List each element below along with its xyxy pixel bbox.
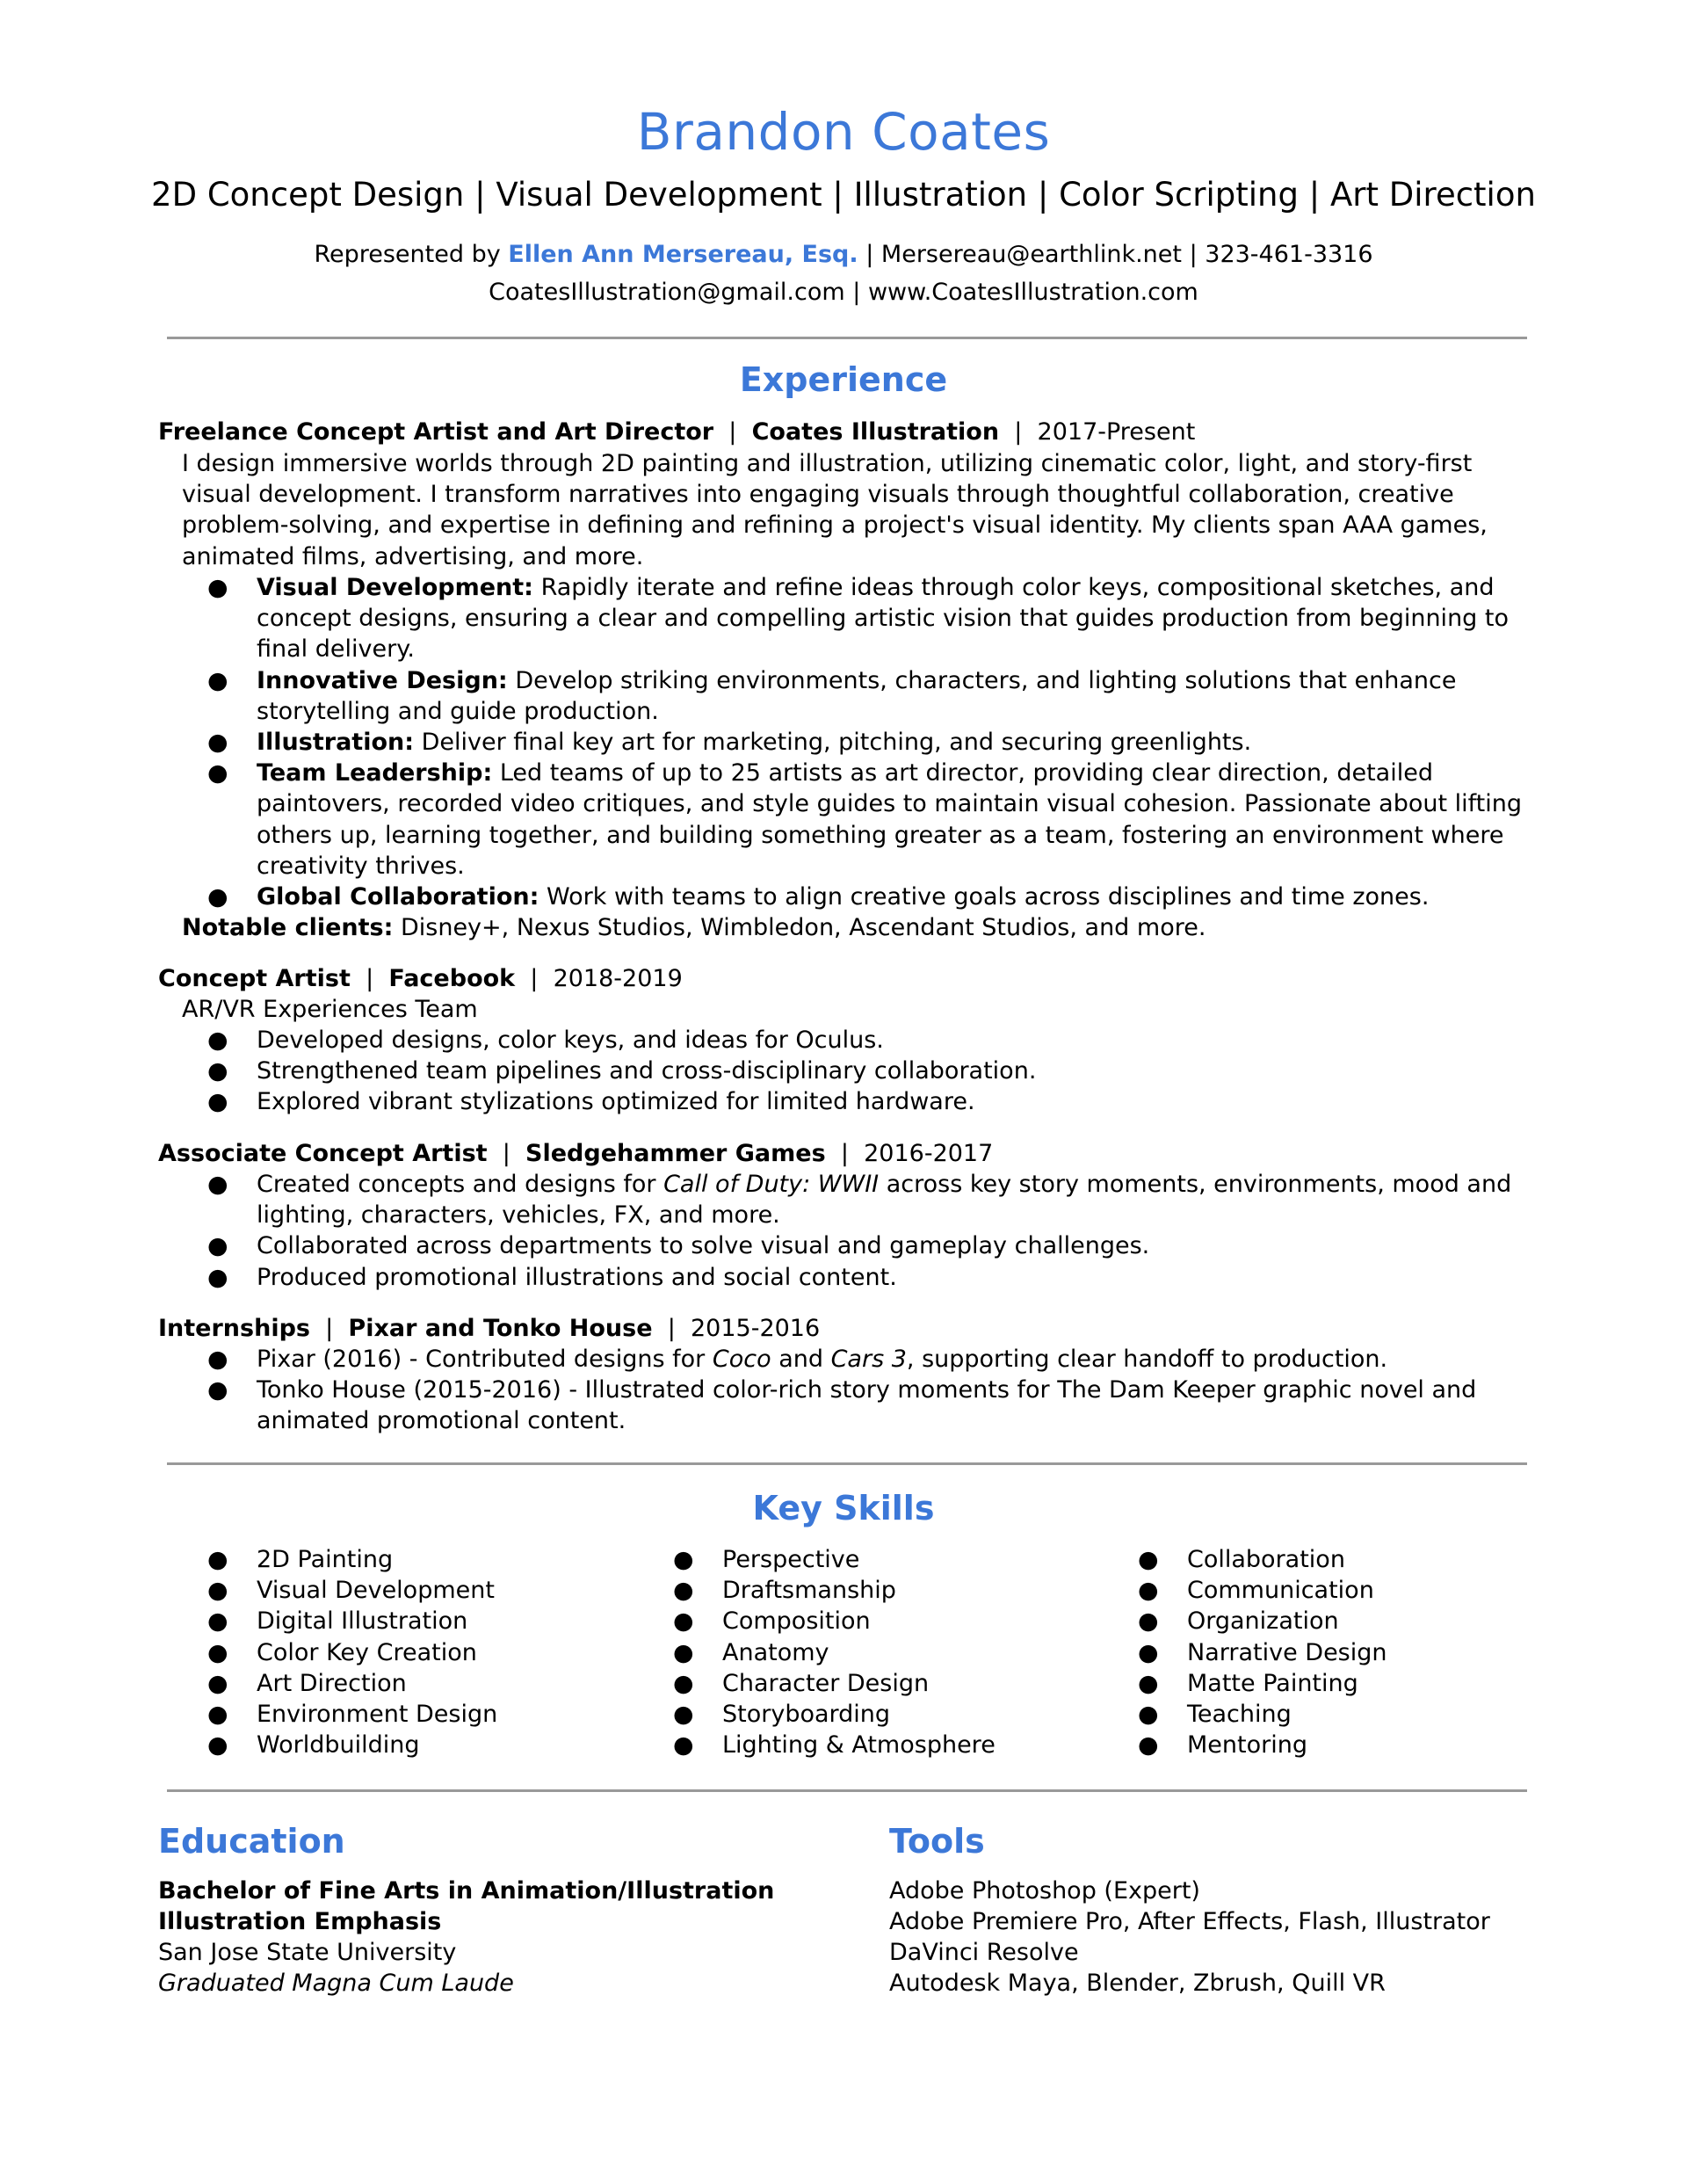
bullet-text: Produced promotional illustrations and social content. bbox=[257, 1263, 897, 1291]
bullet-icon: ● bbox=[207, 1376, 228, 1404]
skill: Narrative Design bbox=[1187, 1638, 1387, 1666]
bullet-icon: ● bbox=[1138, 1546, 1159, 1573]
bullet-icon: ● bbox=[673, 1546, 694, 1573]
list-item bbox=[0, 1025, 1531, 1056]
job-title-line bbox=[158, 1313, 820, 1344]
list-item bbox=[0, 1375, 1531, 1436]
list-item bbox=[673, 1606, 996, 1636]
bullet-icon: ● bbox=[673, 1638, 694, 1666]
job-bullets bbox=[0, 1169, 1531, 1293]
list-item bbox=[207, 1668, 497, 1699]
bullet-text: and bbox=[771, 1346, 831, 1373]
bullet-icon: ● bbox=[207, 729, 228, 757]
bullet-text: Pixar (2016) - Contributed designs for bbox=[257, 1346, 713, 1373]
separator: | bbox=[852, 279, 861, 306]
bullet-label: Innovative Design: bbox=[257, 666, 508, 694]
bullet-label: Team Leadership: bbox=[257, 759, 493, 787]
tool-item: Adobe Premiere Pro, After Effects, Flash, Illustrator bbox=[889, 1908, 1490, 1935]
skills-column-3 bbox=[1138, 1544, 1387, 1760]
list-item bbox=[1138, 1699, 1387, 1730]
list-item bbox=[673, 1575, 996, 1606]
list-item bbox=[1138, 1668, 1387, 1699]
skill: Mentoring bbox=[1187, 1731, 1307, 1760]
skill: Matte Painting bbox=[1187, 1669, 1358, 1697]
list-item bbox=[0, 572, 1531, 665]
bullet-label: Illustration: bbox=[257, 729, 415, 757]
bullet-icon: ● bbox=[207, 1346, 228, 1373]
bullet-icon: ● bbox=[1138, 1701, 1159, 1729]
job-dates: 2016-2017 bbox=[864, 1140, 994, 1167]
list-item bbox=[1138, 1606, 1387, 1636]
job-title-line bbox=[158, 1138, 993, 1169]
list-item bbox=[0, 758, 1531, 882]
bullet-label: Visual Development: bbox=[257, 574, 533, 601]
skill: Digital Illustration bbox=[257, 1607, 468, 1636]
separator: | bbox=[502, 1140, 510, 1167]
bullet-icon: ● bbox=[207, 666, 228, 694]
bullet-text: Develop striking environments, characters, and lighting solutions that enhance storytelling and guide production. bbox=[257, 666, 1457, 725]
notable-clients-text: Disney+, Nexus Studios, Wimbledon, Ascendant Studios, and more. bbox=[393, 914, 1206, 941]
list-item bbox=[0, 1056, 1531, 1086]
bullet-text: Created concepts and designs for bbox=[257, 1171, 664, 1198]
skill: Worldbuilding bbox=[257, 1731, 420, 1760]
job-company: Coates Illustration bbox=[751, 418, 1000, 446]
bullet-icon: ● bbox=[207, 1027, 228, 1054]
game-title: Call of Duty: WWII bbox=[663, 1171, 880, 1198]
bullet-icon: ● bbox=[673, 1669, 694, 1697]
candidate-name: Brandon Coates bbox=[636, 102, 1051, 162]
list-item bbox=[207, 1730, 497, 1760]
job-bullets bbox=[0, 1344, 1531, 1437]
job-role: Associate Concept Artist bbox=[158, 1140, 488, 1167]
job-company: Sledgehammer Games bbox=[525, 1140, 826, 1167]
list-item bbox=[1138, 1575, 1387, 1606]
list-item bbox=[0, 882, 1531, 912]
education-heading: Education bbox=[158, 1822, 345, 1861]
bullet-icon: ● bbox=[207, 1057, 228, 1085]
divider bbox=[167, 337, 1527, 339]
skill: Teaching bbox=[1187, 1701, 1292, 1729]
bullet-icon: ● bbox=[673, 1607, 694, 1636]
bullet-text: Deliver final key art for marketing, pitching, and securing greenlights. bbox=[414, 729, 1252, 757]
representation-line bbox=[0, 237, 1687, 272]
bullet-icon: ● bbox=[207, 883, 228, 911]
job-team: AR/VR Experiences Team bbox=[182, 996, 478, 1023]
skill: Environment Design bbox=[257, 1701, 498, 1729]
separator: | bbox=[530, 965, 539, 992]
emphasis: Illustration Emphasis bbox=[158, 1908, 442, 1935]
list-item bbox=[0, 1169, 1531, 1230]
skills-column-1 bbox=[207, 1544, 497, 1760]
tools-heading: Tools bbox=[889, 1822, 985, 1861]
job-summary: I design immersive worlds through 2D painting and illustration, utilizing cinematic color, light, and story-first visual development. I transform narratives into engaging visuals through thoughtful collaboration, creative problem-solving, and expertise in defining and refining a project's visual identity. My clients span AAA games, animated films, advertising, and more. bbox=[182, 450, 1488, 570]
bullet-icon: ● bbox=[1138, 1607, 1159, 1636]
skill: 2D Painting bbox=[257, 1546, 394, 1573]
list-item bbox=[207, 1699, 497, 1730]
bullet-icon: ● bbox=[207, 759, 228, 787]
bullet-icon: ● bbox=[673, 1731, 694, 1760]
tool-item: DaVinci Resolve bbox=[889, 1939, 1079, 1966]
skill: Storyboarding bbox=[722, 1701, 891, 1729]
list-item bbox=[673, 1668, 996, 1699]
specialties-subtitle: 2D Concept Design | Visual Development | Illustration | Color Scripting | Art Direction bbox=[151, 176, 1536, 214]
bullet-icon: ● bbox=[673, 1701, 694, 1729]
bullet-text: , supporting clear handoff to production. bbox=[906, 1346, 1388, 1373]
bullet-icon: ● bbox=[207, 1701, 228, 1729]
bullet-icon: ● bbox=[1138, 1638, 1159, 1666]
job-dates: 2017-Present bbox=[1037, 418, 1196, 446]
list-item bbox=[673, 1730, 996, 1760]
bullet-icon: ● bbox=[1138, 1577, 1159, 1605]
bullet-icon: ● bbox=[207, 1669, 228, 1697]
job-bullets bbox=[0, 1025, 1531, 1118]
job-dates: 2015-2016 bbox=[690, 1315, 821, 1342]
skill: Character Design bbox=[722, 1669, 930, 1697]
bullet-icon: ● bbox=[207, 1171, 228, 1198]
list-item bbox=[207, 1637, 497, 1668]
list-item bbox=[1138, 1544, 1387, 1575]
email-link[interactable]: CoatesIllustration@gmail.com bbox=[489, 279, 845, 306]
skill: Draftsmanship bbox=[722, 1577, 896, 1605]
skill: Perspective bbox=[722, 1546, 860, 1573]
list-item bbox=[0, 1086, 1531, 1117]
job-bullets bbox=[0, 572, 1531, 912]
skill: Art Direction bbox=[257, 1669, 407, 1697]
list-item bbox=[673, 1544, 996, 1575]
skill: Lighting & Atmosphere bbox=[722, 1731, 996, 1760]
bullet-icon: ● bbox=[207, 1232, 228, 1260]
job-role: Concept Artist bbox=[158, 965, 351, 992]
bullet-icon: ● bbox=[207, 1638, 228, 1666]
honors: Graduated Magna Cum Laude bbox=[158, 1970, 514, 1997]
bullet-label: Global Collaboration: bbox=[257, 883, 539, 911]
bullet-icon: ● bbox=[673, 1577, 694, 1605]
list-item bbox=[207, 1575, 497, 1606]
separator: | bbox=[1014, 418, 1023, 446]
contact-line bbox=[0, 275, 1687, 310]
tool-item: Adobe Photoshop (Expert) bbox=[889, 1877, 1200, 1905]
bullet-text: Led teams of up to 25 artists as art director, providing clear direction, detailed paintovers, recorded video critiques, and style guides to maintain visual cohesion. Passionate about lifting others up, learning together, and building something greater as a team, fostering an environment where creativity thrives. bbox=[257, 759, 1523, 880]
separator: | bbox=[1189, 241, 1198, 268]
job-title-line bbox=[158, 963, 683, 994]
list-item bbox=[0, 1344, 1531, 1375]
divider bbox=[167, 1789, 1527, 1792]
bullet-icon: ● bbox=[207, 1546, 228, 1573]
degree: Bachelor of Fine Arts in Animation/Illustration bbox=[158, 1877, 775, 1905]
separator: | bbox=[366, 965, 374, 992]
representative-email[interactable]: Mersereau@earthlink.net bbox=[880, 241, 1182, 268]
separator: | bbox=[728, 418, 737, 446]
skills-heading: Key Skills bbox=[752, 1489, 935, 1527]
bullet-text: Collaborated across departments to solve visual and gameplay challenges. bbox=[257, 1232, 1150, 1260]
list-item bbox=[1138, 1637, 1387, 1668]
tool-item: Autodesk Maya, Blender, Zbrush, Quill VR bbox=[889, 1970, 1386, 1997]
film-title: Coco bbox=[712, 1346, 771, 1373]
list-item bbox=[0, 727, 1531, 758]
bullet-icon: ● bbox=[1138, 1731, 1159, 1760]
job-role: Freelance Concept Artist and Art Director bbox=[158, 418, 714, 446]
school: San Jose State University bbox=[158, 1939, 457, 1966]
bullet-icon: ● bbox=[207, 1263, 228, 1291]
film-title: Cars 3 bbox=[830, 1346, 907, 1373]
skill: Visual Development bbox=[257, 1577, 495, 1605]
list-item bbox=[0, 665, 1531, 727]
notable-clients-label: Notable clients: bbox=[182, 914, 394, 941]
separator: | bbox=[325, 1315, 334, 1342]
skills-column-2 bbox=[673, 1544, 996, 1760]
skill: Color Key Creation bbox=[257, 1638, 477, 1666]
list-item bbox=[207, 1544, 497, 1575]
list-item bbox=[207, 1606, 497, 1636]
bullet-text: Explored vibrant stylizations optimized for limited hardware. bbox=[257, 1088, 975, 1116]
represented-by-label: Represented by bbox=[314, 241, 509, 268]
notable-clients bbox=[182, 912, 1535, 943]
bullet-icon: ● bbox=[207, 1731, 228, 1760]
job-company: Pixar and Tonko House bbox=[348, 1315, 653, 1342]
representative-name[interactable]: Ellen Ann Mersereau, Esq. bbox=[508, 241, 858, 268]
bullet-text: Tonko House (2015-2016) - Illustrated color-rich story moments for The Dam Keeper graphic novel and animated promotional content. bbox=[257, 1376, 1477, 1435]
list-item bbox=[673, 1699, 996, 1730]
skill: Composition bbox=[722, 1607, 871, 1636]
bullet-text: Rapidly iterate and refine ideas through color keys, compositional sketches, and concept designs, ensuring a clear and compelling artistic vision that guides production from beginning to final delivery. bbox=[257, 574, 1510, 664]
bullet-icon: ● bbox=[207, 1577, 228, 1605]
job-title-line bbox=[158, 417, 1195, 447]
bullet-icon: ● bbox=[207, 574, 228, 601]
bullet-text: across key story moments, environments, mood and lighting, characters, vehicles, FX, and more. bbox=[257, 1171, 1512, 1230]
separator: | bbox=[840, 1140, 849, 1167]
skill: Communication bbox=[1187, 1577, 1374, 1605]
representative-phone: 323-461-3316 bbox=[1205, 241, 1373, 268]
skill: Collaboration bbox=[1187, 1546, 1345, 1573]
list-item bbox=[0, 1262, 1531, 1293]
list-item bbox=[0, 1230, 1531, 1261]
bullet-text: Developed designs, color keys, and ideas for Oculus. bbox=[257, 1027, 884, 1054]
separator: | bbox=[865, 241, 874, 268]
list-item bbox=[1138, 1730, 1387, 1760]
separator: | bbox=[667, 1315, 676, 1342]
website-link[interactable]: www.CoatesIllustration.com bbox=[867, 279, 1198, 306]
list-item bbox=[673, 1637, 996, 1668]
skill: Anatomy bbox=[722, 1638, 829, 1666]
job-role: Internships bbox=[158, 1315, 310, 1342]
job-dates: 2018-2019 bbox=[553, 965, 683, 992]
bullet-icon: ● bbox=[207, 1607, 228, 1636]
job-company: Facebook bbox=[388, 965, 516, 992]
experience-heading: Experience bbox=[739, 360, 948, 399]
bullet-text: Strengthened team pipelines and cross-disciplinary collaboration. bbox=[257, 1057, 1037, 1085]
bullet-icon: ● bbox=[207, 1088, 228, 1116]
divider bbox=[167, 1462, 1527, 1465]
bullet-text: Work with teams to align creative goals across disciplines and time zones. bbox=[539, 883, 1430, 911]
skill: Organization bbox=[1187, 1607, 1339, 1636]
bullet-icon: ● bbox=[1138, 1669, 1159, 1697]
